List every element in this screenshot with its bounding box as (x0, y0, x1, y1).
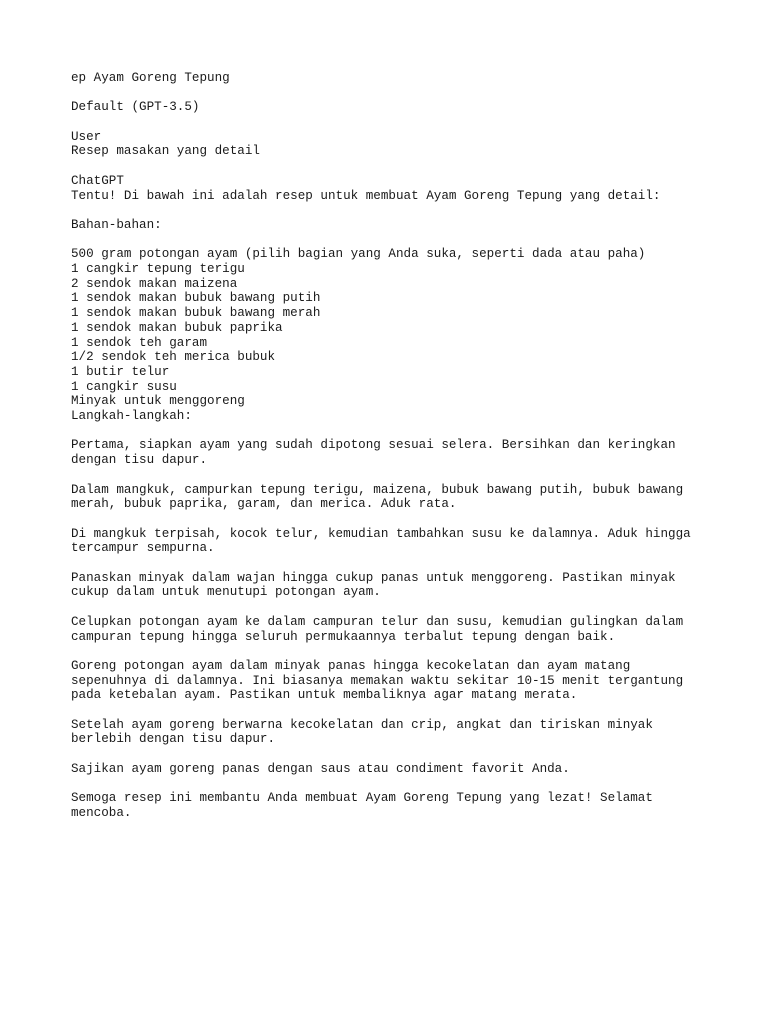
ingredient-item: 1 cangkir tepung terigu (71, 262, 245, 277)
ingredient-item: 1 butir telur (71, 364, 170, 379)
closing-paragraph (71, 791, 731, 820)
ingredient-item: 1 sendok makan bubuk bawang merah (71, 306, 321, 321)
step-paragraph (71, 438, 731, 467)
closing-line: Semoga resep ini membantu Anda membuat Ayam Goreng Tepung yang lezat! Selamat (71, 791, 653, 806)
ingredient-item: 1 cangkir susu (71, 379, 177, 394)
step-line: Pertama, siapkan ayam yang sudah dipotong sesuai selera. Bersihkan dan keringkan (71, 438, 676, 453)
assistant-label: ChatGPT (71, 173, 124, 188)
step-line: Celupkan potongan ayam ke dalam campuran telur dan susu, kemudian gulingkan dalam (71, 614, 684, 629)
step-line: pada ketebalan ayam. Pastikan untuk membaliknya agar matang merata. (71, 688, 578, 703)
step-line: Dalam mangkuk, campurkan tepung terigu, maizena, bubuk bawang putih, bubuk bawang (71, 482, 684, 497)
step-line: campuran tepung hingga seluruh permukaannya terbalut tepung dengan baik. (71, 629, 616, 644)
document-page (71, 71, 731, 821)
document-title: ep Ayam Goreng Tepung (71, 71, 230, 85)
step-paragraph (71, 527, 731, 556)
step-line: dengan tisu dapur. (71, 453, 208, 468)
step-paragraph (71, 615, 731, 644)
step-line: Goreng potongan ayam dalam minyak panas hingga kecokelatan dan ayam matang (71, 658, 631, 673)
model-label: Default (GPT-3.5) (71, 100, 200, 115)
step-line: Panaskan minyak dalam wajan hingga cukup panas untuk menggoreng. Pastikan minyak (71, 570, 676, 585)
ingredients-list (71, 247, 731, 409)
user-label: User (71, 129, 102, 144)
ingredient-item: 500 gram potongan ayam (pilih bagian yang Anda suka, seperti dada atau paha) (71, 247, 646, 262)
steps-heading: Langkah-langkah: (71, 409, 192, 424)
ingredient-item: 1 sendok makan bubuk paprika (71, 320, 283, 335)
ingredients-heading: Bahan-bahan: (71, 217, 162, 232)
step-line: sepenuhnya di dalamnya. Ini biasanya memakan waktu sekitar 10-15 menit tergantung (71, 673, 684, 688)
step-line: cukup dalam untuk menutupi potongan ayam. (71, 585, 381, 600)
step-paragraph (71, 571, 731, 600)
step-paragraph (71, 483, 731, 512)
user-message: Resep masakan yang detail (71, 144, 260, 159)
step-line: Setelah ayam goreng berwarna kecokelatan dan crip, angkat dan tiriskan minyak (71, 717, 653, 732)
ingredient-item: Minyak untuk menggoreng (71, 394, 245, 409)
step-line: Sajikan ayam goreng panas dengan saus atau condiment favorit Anda. (71, 761, 570, 776)
ingredient-item: 1/2 sendok teh merica bubuk (71, 350, 276, 365)
step-line: Di mangkuk terpisah, kocok telur, kemudian tambahkan susu ke dalamnya. Aduk hingga (71, 526, 691, 541)
step-line: berlebih dengan tisu dapur. (71, 732, 276, 747)
ingredient-item: 2 sendok makan maizena (71, 276, 238, 291)
ingredient-item: 1 sendok makan bubuk bawang putih (71, 291, 321, 306)
step-paragraph (71, 762, 731, 777)
closing-line: mencoba. (71, 805, 132, 820)
ingredient-item: 1 sendok teh garam (71, 335, 208, 350)
step-paragraph (71, 659, 731, 703)
step-line: tercampur sempurna. (71, 541, 215, 556)
assistant-intro: Tentu! Di bawah ini adalah resep untuk membuat Ayam Goreng Tepung yang detail: (71, 188, 661, 203)
step-line: merah, bubuk paprika, garam, dan merica. Aduk rata. (71, 497, 457, 512)
step-paragraph (71, 718, 731, 747)
